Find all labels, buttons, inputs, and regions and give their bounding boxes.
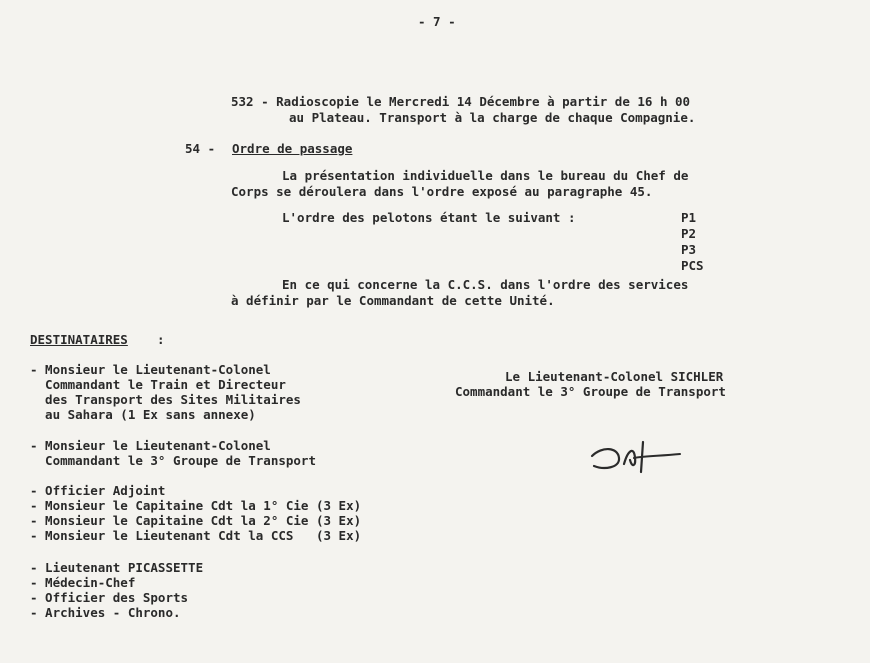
recipient-line: - Monsieur le Capitaine Cdt la 1° Cie (3 Ex) [30, 498, 362, 513]
recipient-line: Commandant le 3° Groupe de Transport [30, 453, 316, 468]
signature-line1: Le Lieutenant-Colonel SICHLER [505, 369, 724, 384]
recipient-line: - Monsieur le Lieutenant-Colonel [30, 438, 271, 453]
recipient-line: Commandant le Train et Directeur [30, 377, 286, 392]
recipient-line: - Médecin-Chef [30, 575, 136, 590]
order-item-p3: P3 [681, 242, 697, 257]
section-54-para2-line2: à définir par le Commandant de cette Unité. [231, 293, 555, 308]
recipient-line: au Sahara (1 Ex sans annexe) [30, 407, 256, 422]
signature-line2: Commandant le 3° Groupe de Transport [455, 384, 726, 399]
destinataires-colon: : [157, 332, 165, 347]
recipient-line: - Officier des Sports [30, 590, 189, 605]
recipient-line: - Monsieur le Lieutenant-Colonel [30, 362, 271, 377]
section-54-para1-line2: Corps se déroulera dans l'ordre exposé au paragraphe 45. [231, 184, 653, 199]
recipient-line: - Officier Adjoint [30, 483, 166, 498]
order-intro: L'ordre des pelotons étant le suivant : [282, 210, 576, 225]
section-54-title: Ordre de passage [232, 141, 353, 156]
section-54-para2-line1: En ce qui concerne la C.C.S. dans l'ordre des services [282, 277, 689, 292]
destinataires-title: DESTINATAIRES [30, 332, 128, 347]
page-number: - 7 - [418, 14, 456, 29]
order-item-p2: P2 [681, 226, 697, 241]
recipient-line: - Monsieur le Lieutenant Cdt la CCS (3 Ex) [30, 528, 362, 543]
order-item-pcs: PCS [681, 258, 704, 273]
recipient-line: - Archives - Chrono. [30, 605, 181, 620]
section-532-line2: au Plateau. Transport à la charge de chaque Compagnie. [289, 110, 696, 125]
recipient-line: des Transport des Sites Militaires [30, 392, 301, 407]
section-54-number: 54 - [185, 141, 216, 156]
section-54-para1-line1: La présentation individuelle dans le bureau du Chef de [282, 168, 689, 183]
recipient-line: - Lieutenant PICASSETTE [30, 560, 204, 575]
recipient-line: - Monsieur le Capitaine Cdt la 2° Cie (3 Ex) [30, 513, 362, 528]
handwritten-signature-icon [588, 438, 688, 478]
order-item-p1: P1 [681, 210, 697, 225]
section-532-line1: 532 - Radioscopie le Mercredi 14 Décembre à partir de 16 h 00 [231, 94, 691, 109]
